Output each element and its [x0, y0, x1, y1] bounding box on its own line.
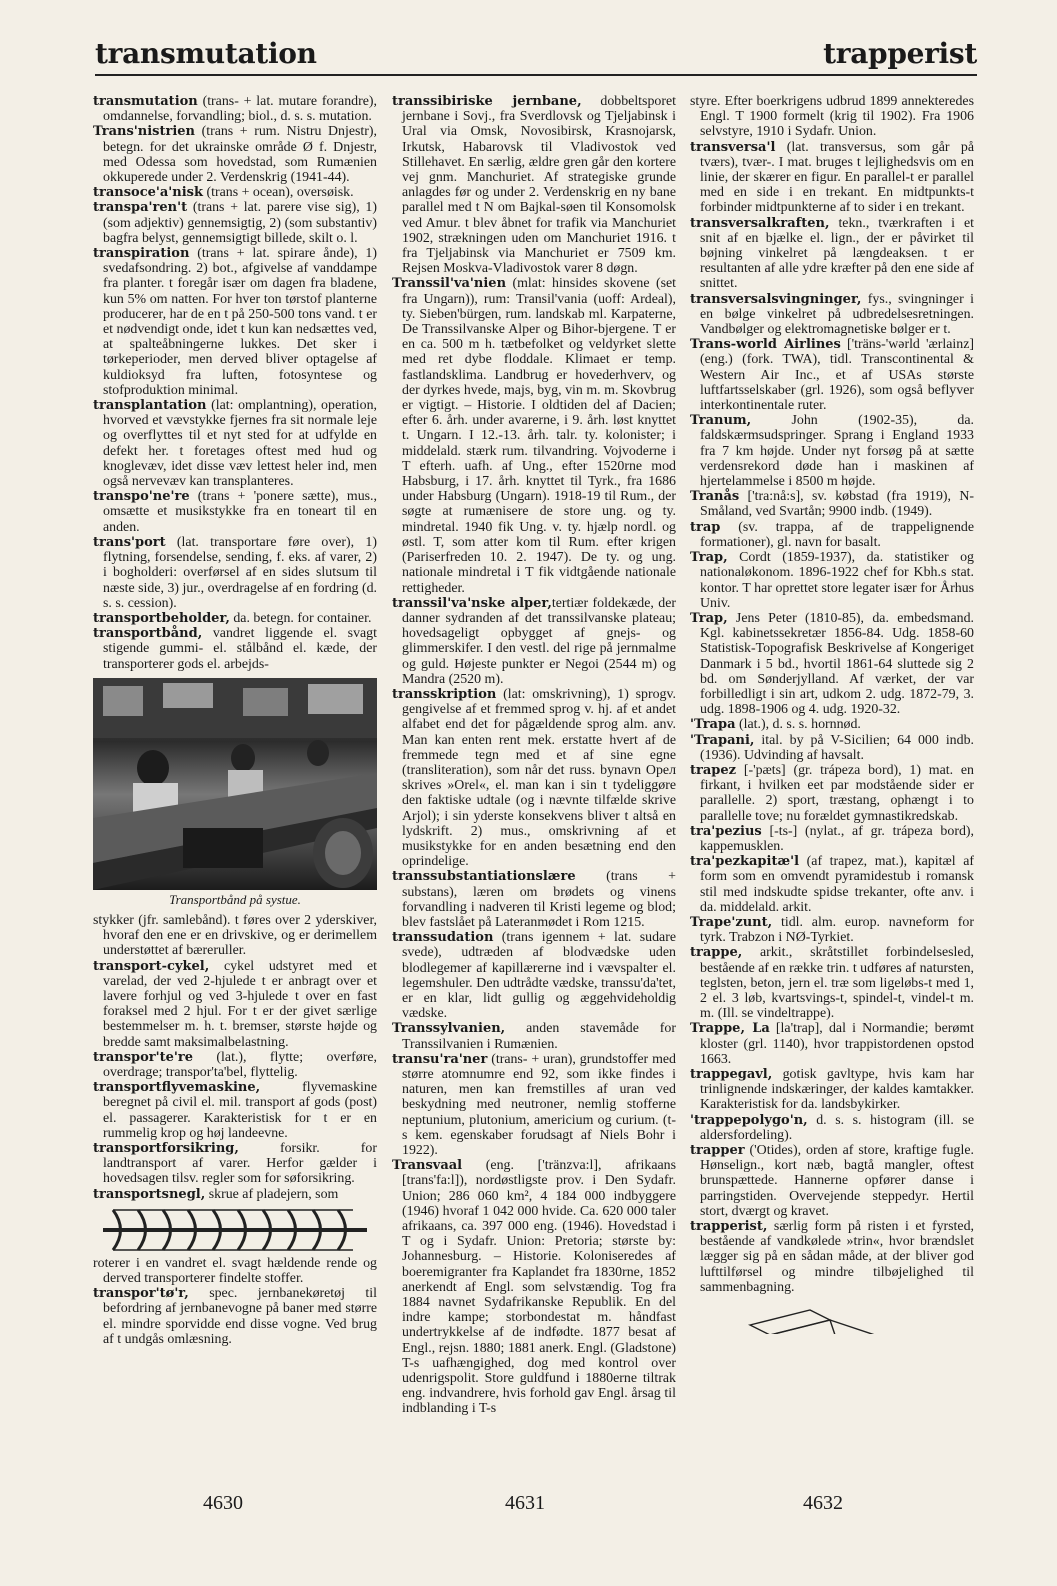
entry-headword: transport-cykel, [93, 958, 210, 974]
entry-headword: transportbeholder, [93, 610, 230, 626]
dictionary-entry [93, 1187, 377, 1202]
entry-text: (trans + lat. parere vise sig), 1) (som adjektiv) gennemsigtig, 2) (som substantiv) bagfra belyst, gennemsigtigt billede, skilt o. l. [103, 200, 377, 246]
dictionary-entry [690, 140, 974, 216]
entry-headword: transportsnegl, [93, 1186, 206, 1202]
entry-text: spec. jernbanekøretøj til befordring af jernbanevogne på baner med større el. mindre sporvidde end disse vogne. Ved brug af t undgås omlæsning. [103, 1286, 377, 1347]
entry-headword: transpor'tø'r, [93, 1286, 189, 1302]
entry-text: arkit., skråtstillet forbindelsesled, bestående af en række trin. t udføres af natursten, teglsten, beton, jern el. træ som ligeløbs-t med 1, 2 el. 3 løb, kvartsvings-t, spindel-t, vindel-t m. m. (Ill. se vindeltrappe). [700, 945, 974, 1022]
entry-headword: Trap, [690, 550, 728, 566]
entry-headword: Trap, [690, 610, 728, 626]
page-number-2: 4631 [505, 1492, 545, 1514]
entry-headword: tra'pezkapitæ'l [690, 854, 800, 870]
dictionary-entry [690, 1067, 974, 1113]
entry-text: (trans + substans), læren om brødets og vinens forvandling i nadveren til Kristi legeme og blod; blev fastslået på Lateranmødet i Rom 1215. [402, 869, 676, 930]
entry-headword: Transsylvanien, [392, 1021, 506, 1037]
entry-text: (lat.), d. s. s. hornnød. [735, 717, 861, 733]
dictionary-entry [93, 489, 377, 535]
entry-text: forsikr. for landtransport af varer. Herfor gælder i hovedsagen tilsv. regler som for søforsikring. [103, 1140, 377, 1187]
entry-text: (lat: omskrivning), 1) sprogv. gengivelse af et fremmed sprog v. hj. af et andet alfabet end det for pågældende sprog alm. anv. Man kan enten rent mek. erstatte hvert af de fremmede tegn med et af sine egne (transliteration), som når det russ. bynavn Opeл skrives »Orel«, el. man kan i sin t tydeliggøre den faktiske udtale (og i nævnte tilfælde skrive Arjol); i sin yderste konsekvens bliver t altså en lydskrift. 2) mus., omskrivning af et musikstykke for en anden besætning end den oprindelige. [402, 686, 676, 870]
entry-headword: trappegavl, [690, 1067, 773, 1082]
dictionary-entry [690, 915, 974, 945]
dictionary-entry [690, 413, 974, 489]
dictionary-entry [93, 1286, 377, 1347]
entry-text: (sv. trappa, af de trappelignende formationer), gl. navn for basalt. [700, 519, 974, 550]
entry-headword: transversalkraften, [690, 215, 830, 231]
entry-text: ('Otides), orden af store, kraftige fugle. Hønselign., kort næb, bagtå mangler, oftest brunspættede. Hannerne opfører danse i parringstiden. Overvejende steppedyr. Hertil stort, dværgt og kravet. [700, 1143, 974, 1219]
dictionary-entry [93, 1080, 377, 1141]
dictionary-entry [93, 535, 377, 611]
dictionary-entry [690, 216, 974, 292]
dictionary-entry [93, 94, 377, 124]
entry-text: tekn., tværkraften i et snit af en bjælke el. lign., der er påvirket til bøjning vinkelret på længdeaksen. t er resultanten af alle ydre kræfter på den ene side af snittet. [700, 215, 974, 292]
guide-word-left: transmutation [95, 37, 317, 70]
entry-headword: transoce'a'nisk [93, 185, 204, 201]
entry-headword: Transvaal [392, 1158, 463, 1174]
dictionary-entry [93, 1141, 377, 1187]
entry-headword: 'Trapani, [690, 732, 755, 748]
page-number-3: 4632 [803, 1492, 843, 1514]
entry-headword: trap [690, 519, 721, 535]
entry-headword: transsibiriske jernbane, [392, 94, 582, 109]
dictionary-entry [93, 611, 377, 626]
dictionary-entry [392, 276, 676, 595]
dictionary-entry [690, 611, 974, 717]
entry-text: (trans igennem + lat. sudare svede), udtræden af blodvædske uden blodlegemer af kapillærerne ind i vævspalter el. legemshuler. Den udtrådte vædske, transsu'da'tet, er en klar, lidt gullig og æggehvideholdig vædske. [402, 930, 676, 1022]
entry-text: (eng. ['tränzva:l], afrikaans [trans'fa:l]), nordøstligste prov. i Den Sydafr. Union; 286 060 km², 4 184 000 indbyggere (1946) hvoraf 1 042 000 hvide. Ca. 620 000 taler afrikaans, ca. 397 000 eng. (1946). Hovedstad i T og i Sydafr. Union: Pretoria; største by: Johannesburg. – Historie. Koloniseredes af boeremigranter fra Kaplandet fra 1830rne, 1852 anerkendt af Engl. som selvstændig. Tog fra 1884 navnet Sydafrikanske Republik. En del indre kampe; storbondestat m. håndfast undertrykkelse af de indfødte. 1877 besat af Engl., rejsn. 1880; 1881 anerk. Engl. (Gladstone) T-s uafhængighed, dog med kontrol over udenrigspolit. Store guldfund i 1880erne tiltrak eng. indvandrere, hvis forhold gav Engl. årsag til indblanding i T-s [402, 1158, 676, 1417]
entry-text: [-'pæts] (gr. trápeza bord), 1) mat. en firkant, i hvilken eet par modstående sider er parallelle. 2) sport, træstang, ophængt i to parallelle tove; nu forældet gymnastikredskab. [700, 762, 974, 824]
dictionary-entry [93, 246, 377, 398]
entry-headword: transpiration [93, 246, 190, 262]
entry-text: skrue af pladejern, som [205, 1186, 339, 1202]
dictionary-entry [690, 1113, 974, 1143]
entry-headword: trappe, [690, 945, 743, 961]
entry-text: cykel udstyret med et varelad, der ved 2-hjulede t er anbragt over et lavere forhjul og ved 3-hjulede t over en fast foraksel med 2 hjul. For t er der givet særlige bestemmelser m. h. t. bremser, største højde og bredde samt maksimalbelastning. [103, 958, 377, 1050]
entry-text: (lat: omplantning), operation, hvorved et vævstykke fjernes fra sit normale leje og overflyttes til et nyt sted for at udfylde en defekt her. t foretages oftest med hud og knoglevæv, idet disse væv lettest heler ind, men også nervevæv kan transplanteres. [103, 398, 377, 490]
entry-headword: trapperist, [690, 1219, 768, 1235]
dictionary-entry [690, 717, 974, 732]
dictionary-entry [690, 489, 974, 519]
entry-text: (af trapez, mat.), kapitæl af form som en omvendt pyramidestub i romansk stil med indskudte spidse trekanter, ofte anv. i da. middelald. arkit. [700, 854, 974, 915]
entry-text: gotisk gavltype, hvis kam har trinlignende indskæringer, der kaldes kamtakker. Karakteristisk for da. landsbykirker. [700, 1067, 974, 1113]
entry-headword: Trans'nistrien [93, 124, 195, 140]
entry-text: vandret liggende el. svagt stigende gummi- el. stålbånd el. kæde, der transporterer gods el. arbejds- [103, 626, 377, 672]
entry-text: (trans- + lat. mutare forandre), omdannelse, forvandling; biol., d. s. s. mutation. [103, 94, 377, 125]
dictionary-entry [690, 337, 974, 413]
dictionary-entry [690, 520, 974, 550]
dictionary-entry [93, 913, 377, 959]
entry-headword: transskription [392, 686, 497, 702]
dictionary-entry [392, 930, 676, 1021]
entry-text: tidl. alm. europ. navneform for tyrk. Trabzon i NØ-Tyrkiet. [700, 914, 974, 946]
entry-text: (trans + lat. spirare ånde), 1) svedafsondring. 2) bot., afgivelse af vanddampe fra planter. t foregår især om dagen fra bladene, kun 5% om natten. For hver ton tørstof planterne producerer, har de en t på 250-500 tons vand. t er et nødvendigt onde, idet t kun kan nedsættes ved, at spalteåbningerne lukkes. Det sker i tørkeperioder, men derved bliver optagelse af kuldioksyd fra luften, fotosyntese og stofproduktion minimal. [103, 246, 377, 398]
entry-headword: transu'ra'ner [392, 1051, 488, 1067]
dictionary-entry [93, 1256, 377, 1286]
entry-headword: trapez [690, 762, 737, 778]
entry-headword: transportforsikring, [93, 1140, 239, 1156]
entry-text: anden stavemåde for Transsilvanien i Rumænien. [402, 1021, 676, 1052]
dictionary-entry [392, 869, 676, 930]
entry-headword: Trans-world Airlines [690, 337, 841, 353]
dictionary-entry [93, 185, 377, 200]
entry-headword: transversa'l [690, 139, 776, 155]
entry-headword: transsil'va'nske alper, [392, 595, 552, 611]
entry-headword: tra'pezius [690, 823, 762, 839]
entry-headword: transpo'ne're [93, 489, 190, 505]
entry-headword: transpa'ren't [93, 200, 188, 216]
transport-belt-photo [93, 678, 377, 890]
photo-caption: Transportbånd på systue. [169, 891, 301, 907]
dictionary-entry [392, 687, 676, 869]
entry-text: ital. by på V-Sicilien; 64 000 indb. (1936). Udvinding af havsalt. [700, 732, 974, 763]
entry-text: da. betegn. for container. [229, 610, 372, 626]
dictionary-entry [93, 626, 377, 672]
entry-text: flyvemaskine beregnet på civil el. mil. transport af gods (post) el. passagerer. Karakteristisk for t er en rummelig krop og høj landeevne. [103, 1080, 377, 1141]
entry-text: Cordt (1859-1937), da. statistiker og nationaløkonom. 1896-1922 chef for Kbh.s stat. kontor. T har oprettet store legater især for Århus Univ. [700, 550, 974, 611]
dictionary-entry [690, 292, 974, 338]
dictionary-entry [690, 854, 974, 915]
entry-text: tertiær foldekæde, der danner sydranden af det transsilvanske plateau; hovedsageligt opbygget af gnejs- og glimmerskifer. I den vestl. del rige på jernmalme og guld. Højeste punkter er Negoi (2544 m) og Mandra (2520 m). [402, 595, 676, 687]
entry-text: ['träns-'wərld 'ærlainz] (eng.) (fork. TWA), tidl. Transcontinental & Western Air Inc., et af USAs største luftfartsselskaber (grl. 1926), som også beflyver interkontinentale ruter. [700, 337, 974, 414]
entry-text: stykker (jfr. samlebånd). t føres over 2 yderskiver, hvoraf den ene er en drivskive, og er derimellem understøttet af bæreruller. [93, 912, 377, 959]
entry-text: John (1902-35), da. faldskærmsudspringer. Sprang i England 1933 fra 7 km højde. Under nyt forsøg på at sætte verdensrekord døde han i maskinen af hjertelammelse i 8500 m højde. [700, 413, 974, 490]
entry-headword: transsudation [392, 930, 494, 946]
dictionary-entry [690, 1143, 974, 1219]
entry-text: roterer i en vandret el. svagt hældende rende og derved transporterer findelte stoffer. [93, 1255, 377, 1286]
page-number-1: 4630 [203, 1492, 243, 1514]
entry-text: (mlat: hinsides skovene (set fra Ungarn)), rum: Transil'vania (uoff: Ardeal), ty. Sieben'bürgen, rum. landskab ml. Karpaterne, De Transsilvanske Alper og Bihor-bjergene. T er en ca. 500 m h. tætbefolket og veldyrket slette med ret dybe floddale. Klimaet er temp. fastlandsklima. Landbrug er hovederhverv, og der dyrkes hvede, majs, byg, vin m. m. Skovbrug er vigtigt. – Historie. I oldtiden del af Dacien; efter 6. årh. under avarerne, i 9. årh. løst knyttet t. Ungarn. I 12.-13. årh. talr. ty. kolonister; i middelald. stærk rum. tilvandring. Vojvoderne i T efterh. uafh. af Ung., efter 1520rne mod Habsburg, i 17. årh. knyttet til Tyrk., fra 1686 under Habsburg (Ungarn). 1918-19 til Rum., der søgte at rumænisere de store ung. og ty. mindretal. 1940 fik Ung. v. ty. hjælp nordl. og østl. T, som atter kom til Rum. efter krigen (Pariserfreden 10. 2. 1947). De ty. og ung. nationale mindretal i T fik vidtgående nationale rettigheder. [402, 276, 676, 596]
entry-headword: Trape'zunt, [690, 914, 773, 930]
entry-headword: trans'port [93, 534, 166, 550]
dictionary-entry [93, 200, 377, 246]
entry-text: [la'trap], dal i Normandie; berømt kloster (grl. 1140), hvor trappistordenen opstod 1663. [700, 1021, 974, 1067]
column-3 [690, 94, 974, 1334]
dictionary-entry [392, 1021, 676, 1051]
dictionary-entry [690, 1021, 974, 1067]
dictionary-entry [690, 945, 974, 1021]
entry-headword: transpor'te're [93, 1049, 194, 1065]
entry-headword: 'Trapa [690, 717, 736, 733]
entry-text: dobbeltsporet jernbane i Sovj., fra Sverdlovsk og Tjeljabinsk i Ural via Omsk, Novosibirsk, Krasnojarsk, Irkutsk, Habarovsk til Vladivostok ved Stillehavet. En særlig, ældre gren går den kortere vej gnm. Manchuriet. Af strategiske grunde anlagdes før og under 2. Verdenskrig en ny bane parallel med t N om Bajkal-søen til Konsomolsk ved Amur. t blev åbnet for trafik via Manchuriet 1902, strækningen uden om Manchuriet 1916. t fra Tjeljabinsk via Manchuriet er 7509 km. Rejsen Moskva-Vladivostok varer 8 døgn. [402, 94, 676, 277]
entry-text: ['tra:nå:s], sv. købstad (fra 1919), N-Småland, ved Svartån; 9900 indb. (1949). [700, 489, 974, 520]
dictionary-entry [392, 596, 676, 687]
entry-headword: transplantation [93, 398, 207, 414]
dictionary-entry [690, 550, 974, 611]
entry-text: (trans + ocean), oversøisk. [203, 185, 354, 201]
entry-text: (trans + 'ponere sætte), mus., omsætte et musikstykke fra en toneart til en anden. [103, 489, 377, 535]
entry-headword: transportflyvemaskine, [93, 1080, 261, 1096]
entry-headword: Tranås [690, 489, 740, 505]
entry-headword: Trappe, La [690, 1021, 770, 1037]
entry-text: særlig form på risten i et fyrsted, bestående af vandkølede »trin«, hvor brændslet lægger sig på en sådan måde, at der bliver god lufttilførsel og mindre tilbøjelighed til sammenbagning. [700, 1219, 974, 1295]
column-1 [93, 94, 377, 1494]
entry-headword: Transsil'va'nien [392, 276, 507, 292]
dictionary-entry [690, 94, 974, 140]
entry-text: (trans- + uran), grundstoffer med større atomnumre end 92, som ikke findes i naturen, men kan fremstilles af uran ved beskydning med neutroner, nemlig stofferne neptunium, plutonium, americium og curium. (t-s kem. egenskaber forudsagt af Niels Bohr i 1922). [402, 1051, 676, 1159]
entry-text: fys., svingninger i en bølge vinkelret på udbredelsesretningen. Vandbølger og elektromagnetiske bølger er t. [700, 291, 974, 338]
dictionary-entry [690, 824, 974, 854]
dictionary-entry [93, 398, 377, 489]
dictionary-entry [690, 1219, 974, 1295]
dictionary-entry [392, 1158, 676, 1416]
screw-conveyor-figure [93, 1206, 377, 1254]
entry-headword: transmutation [93, 94, 198, 109]
dictionary-entry [690, 733, 974, 763]
entry-text: Jens Peter (1810-85), da. embedsmand. Kgl. kabinetssekretær 1856-84. Udg. 1858-60 Statistisk-Topografisk Beskrivelse af Kongeriget Danmark i 5 bd., hvortil 1861-64 sluttede sig 2 bd. om Sønderjylland. Af værket, der var forbilledligt i sin art, udkom 2. udg. 1872-79, 3. udg. 1898-1906 og 4. udg. 1920-32. [700, 610, 974, 718]
step-grate-diagram [690, 1305, 974, 1334]
dictionary-entry [93, 959, 377, 1050]
entry-headword: trapper [690, 1143, 745, 1159]
dictionary-entry [93, 1050, 377, 1080]
entry-text: d. s. s. histogram (ill. se aldersfordeling). [700, 1112, 974, 1143]
entry-headword: Tranum, [690, 413, 752, 429]
dictionary-entry [392, 1052, 676, 1158]
entry-headword: transportbånd, [93, 626, 203, 642]
entry-text: [-ts-] (nylat., af gr. trápeza bord), kappemusklen. [700, 823, 974, 854]
entry-text: (lat. transportare føre over), 1) flytning, forsendelse, sending, f. eks. af varer, 2) i bogholderi: overførsel af en sides slutsum til næste side, 3) jur., overdragelse af en fordring (d. s. s. cession). [103, 534, 377, 611]
guide-word-right: trapperist [823, 37, 977, 70]
dictionary-entry [392, 94, 676, 276]
entry-headword: 'trappepolygo'n, [690, 1112, 808, 1128]
dictionary-entry [93, 124, 377, 185]
entry-text: (lat. transversus, som går på tværs), tvær-. I mat. bruges t lejlighedsvis om en linie, der skærer en figur. En parallel-t er parallel med en side i en trekant. En midtpunkts-t forbinder midtpunkterne af to sider i en trekant. [700, 139, 974, 216]
column-2 [392, 94, 676, 1504]
entry-text: (trans + rum. Nistru Dnjestr), betegn. for det ukrainske område Ø f. Dnjestr, med Odessa som hovedstad, som Rumænien okkuperede under 2. Verdenskrig (1941-44). [103, 124, 377, 186]
entry-text: (lat.), flytte; overføre, overdrage; transpor'ta'bel, flyttelig. [103, 1049, 377, 1080]
entry-headword: transsubstantiationslære [392, 869, 576, 885]
entry-headword: transversalsvingninger, [690, 291, 862, 307]
entry-text: styre. Efter boerkrigens udbrud 1899 annekteredes Engl. T 1900 formelt (krig til 1902). Fra 1906 selvstyre, 1910 i Sydafr. Union. [690, 94, 974, 140]
page-header [95, 30, 977, 76]
dictionary-entry [690, 763, 974, 824]
